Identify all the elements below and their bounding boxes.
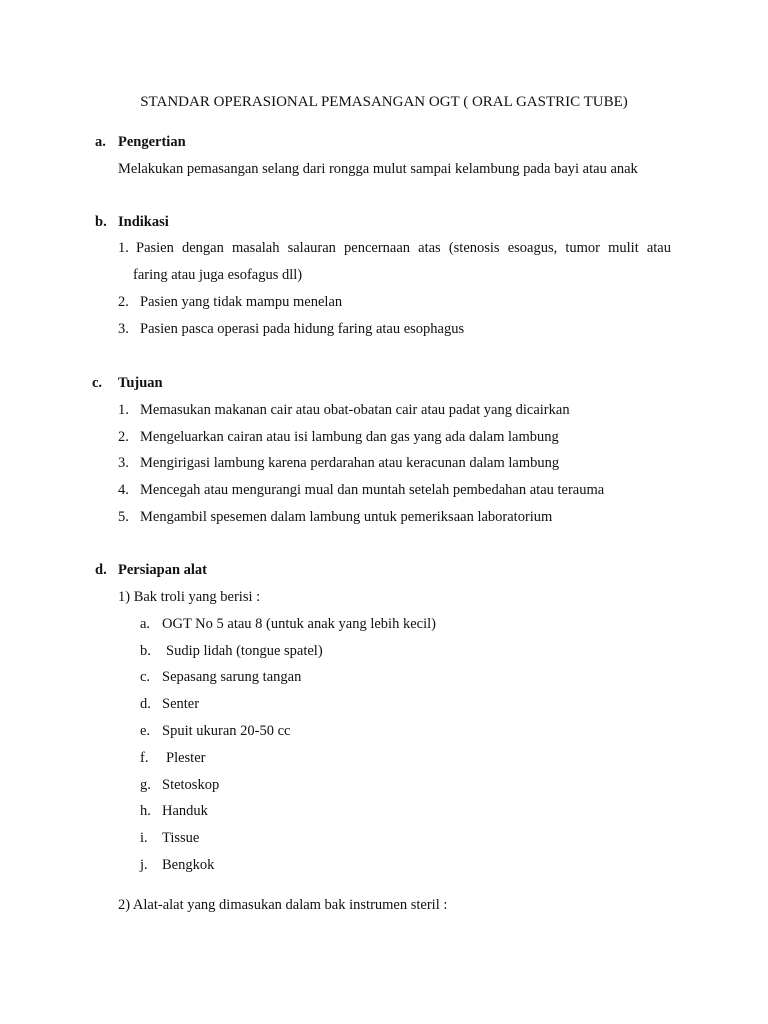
section-b-marker: b.: [95, 214, 107, 230]
tujuan-item-5-number: 5.: [118, 509, 129, 525]
indikasi-item-1-line2: faring atau juga esofagus dll): [133, 267, 303, 283]
tool-item-g-letter: g.: [140, 777, 151, 793]
tool-item-i-text: Tissue: [162, 830, 200, 846]
tool-item-d-letter: d.: [140, 696, 151, 712]
tool-item-c-letter: c.: [140, 669, 151, 685]
indikasi-item-1-number: 1.: [118, 240, 129, 256]
section-d-marker: d.: [95, 562, 107, 578]
indikasi-item-2-number: 2.: [118, 294, 129, 310]
persiapan-subheading-2: 2) Alat-alat yang dimasukan dalam bak instrumen steril :: [118, 897, 448, 913]
section-c-marker: c.: [92, 375, 103, 391]
indikasi-item-1-line1: Pasien dengan masalah salauran pencernaan atas (stenosis esoagus, tumor mulit atau: [136, 240, 671, 256]
document-title: STANDAR OPERASIONAL PEMASANGAN OGT ( ORAL GASTRIC TUBE): [140, 94, 628, 110]
section-b-heading: Indikasi: [118, 214, 169, 230]
tool-item-a-text: OGT No 5 atau 8 (untuk anak yang lebih kecil): [162, 616, 436, 632]
tool-item-b-text: Sudip lidah (tongue spatel): [166, 643, 323, 659]
tool-item-j-letter: j.: [140, 857, 148, 873]
tujuan-item-1-number: 1.: [118, 402, 129, 418]
tool-item-f-letter: f.: [140, 750, 149, 766]
tool-item-e-letter: e.: [140, 723, 151, 739]
indikasi-item-2-text: Pasien yang tidak mampu menelan: [140, 294, 343, 310]
indikasi-item-3-number: 3.: [118, 321, 129, 337]
tujuan-item-1-text: Memasukan makanan cair atau obat-obatan cair atau padat yang dicairkan: [140, 402, 570, 418]
tool-item-f-text: Plester: [166, 750, 206, 766]
tool-item-b-letter: b.: [140, 643, 151, 659]
tool-item-d-text: Senter: [162, 696, 200, 712]
tool-item-j-text: Bengkok: [162, 857, 215, 873]
section-d-heading: Persiapan alat: [118, 562, 208, 578]
tujuan-item-3-text: Mengirigasi lambung karena perdarahan atau keracunan dalam lambung: [140, 455, 560, 471]
tujuan-item-4-text: Mencegah atau mengurangi mual dan muntah setelah pembedahan atau terauma: [140, 482, 605, 498]
tool-item-h-text: Handuk: [162, 803, 208, 819]
tool-item-c-text: Sepasang sarung tangan: [162, 669, 302, 685]
tujuan-item-4-number: 4.: [118, 482, 129, 498]
section-a-text: Melakukan pemasangan selang dari rongga mulut sampai kelambung pada bayi atau anak: [118, 161, 638, 177]
persiapan-subheading-1: 1) Bak troli yang berisi :: [118, 589, 261, 605]
tool-item-h-letter: h.: [140, 803, 151, 819]
tool-item-g-text: Stetoskop: [162, 777, 220, 793]
tujuan-item-3-number: 3.: [118, 455, 129, 471]
tool-item-a-letter: a.: [140, 616, 151, 632]
tujuan-item-5-text: Mengambil spesemen dalam lambung untuk pemeriksaan laboratorium: [140, 509, 553, 525]
tujuan-item-2-number: 2.: [118, 429, 129, 445]
section-a-heading: Pengertian: [118, 134, 186, 150]
tool-item-e-text: Spuit ukuran 20-50 cc: [162, 723, 291, 739]
section-a-marker: a.: [95, 134, 106, 150]
tujuan-item-2-text: Mengeluarkan cairan atau isi lambung dan gas yang ada dalam lambung: [140, 429, 559, 445]
tool-item-i-letter: i.: [140, 830, 148, 846]
section-c-heading: Tujuan: [118, 375, 163, 391]
indikasi-item-3-text: Pasien pasca operasi pada hidung faring atau esophagus: [140, 321, 465, 337]
